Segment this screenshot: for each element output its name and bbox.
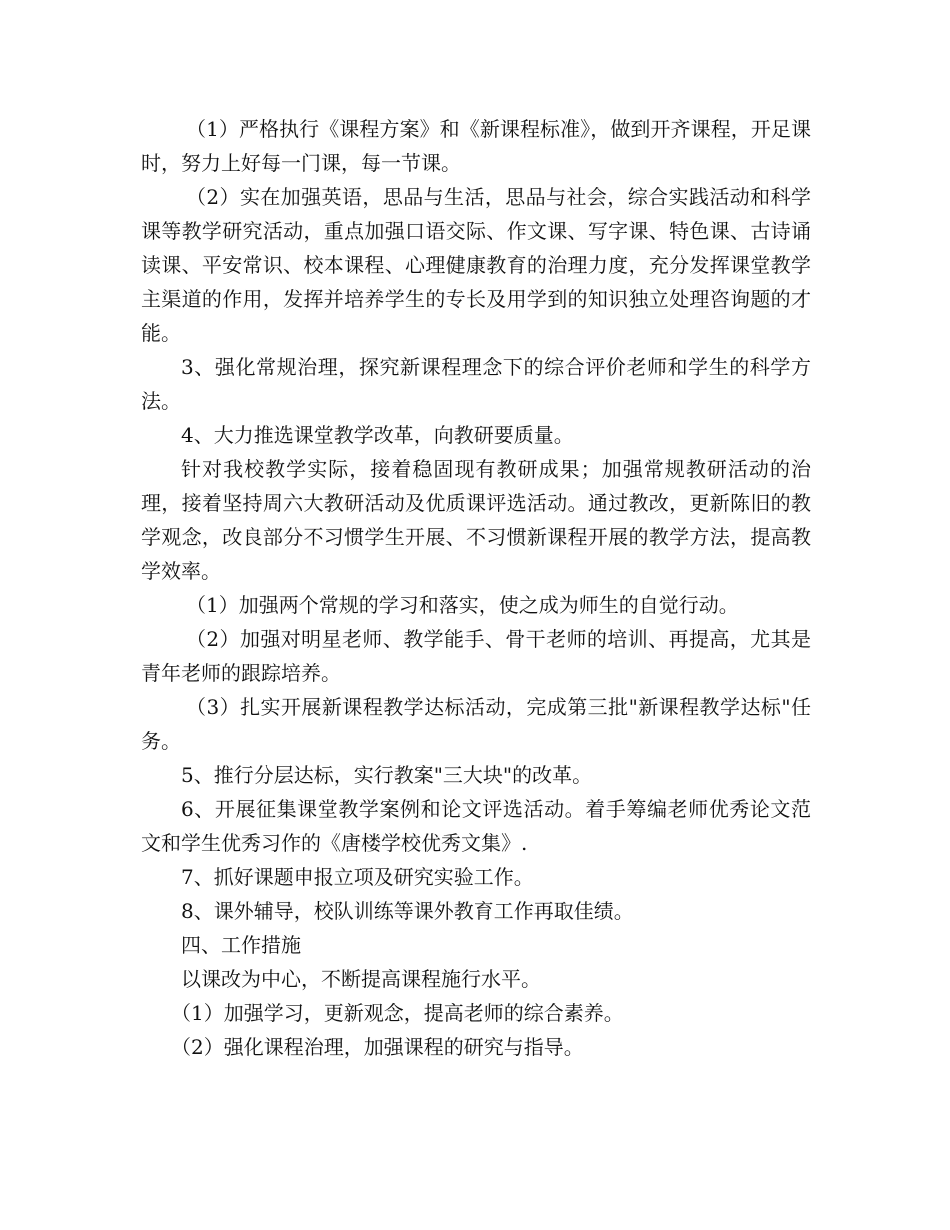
paragraph-11: 7、抓好课题申报立项及研究实验工作。	[181, 865, 534, 889]
paragraph-2: （2）实在加强英语，思品与生活，思品与社会，综合实践活动和科学课等教学研究活动，重点加强口语交际、作文课、写字课、特色课、古诗诵读课、平安常识、校本课程、心理健康教育的治理力度，充分发挥课堂教学主渠道的作用，发挥并培养学生的专长及用学到的知识独立处理咨询题的才能。	[141, 185, 811, 345]
paragraph-15: （1）加强学习，更新观念，提高老师的综合素养。	[171, 1001, 624, 1025]
document-body	[141, 112, 811, 1064]
paragraph-12: 8、课外辅导，校队训练等课外教育工作再取佳绩。	[181, 899, 634, 923]
section-heading: 四、工作措施	[181, 933, 301, 957]
paragraph-14: 以课改为中心，不断提高课程施行水平。	[181, 967, 541, 991]
paragraph-4: 4、大力推选课堂教学改革，向教研要质量。	[181, 423, 574, 447]
paragraph-1: （1）严格执行《课程方案》和《新课程标准》，做到开齐课程，开足课时，努力上好每一门课，每一节课。	[141, 117, 811, 175]
paragraph-8: （3）扎实开展新课程教学达标活动，完成第三批"新课程教学达标"任务。	[141, 695, 811, 753]
paragraph-16: （2）强化课程治理，加强课程的研究与指导。	[171, 1035, 584, 1059]
paragraph-5: 针对我校教学实际，接着稳固现有教研成果；加强常规教研活动的治理，接着坚持周六大教研活动及优质课评选活动。通过教改，更新陈旧的教学观念，改良部分不习惯学生开展、不习惯新课程开展的教学方法，提高教学效率。	[141, 457, 811, 583]
paragraph-3: 3、强化常规治理，探究新课程理念下的综合评价老师和学生的科学方法。	[141, 355, 811, 413]
paragraph-9: 5、推行分层达标，实行教案"三大块"的改革。	[181, 763, 593, 787]
paragraph-6: （1）加强两个常规的学习和落实，使之成为师生的自觉行动。	[186, 593, 739, 617]
paragraph-10: 6、开展征集课堂教学案例和论文评选活动。着手筹编老师优秀论文范文和学生优秀习作的《唐楼学校优秀文集》.	[141, 797, 811, 855]
paragraph-7: （2）加强对明星老师、教学能手、骨干老师的培训、再提高，尤其是青年老师的跟踪培养。	[141, 627, 811, 685]
